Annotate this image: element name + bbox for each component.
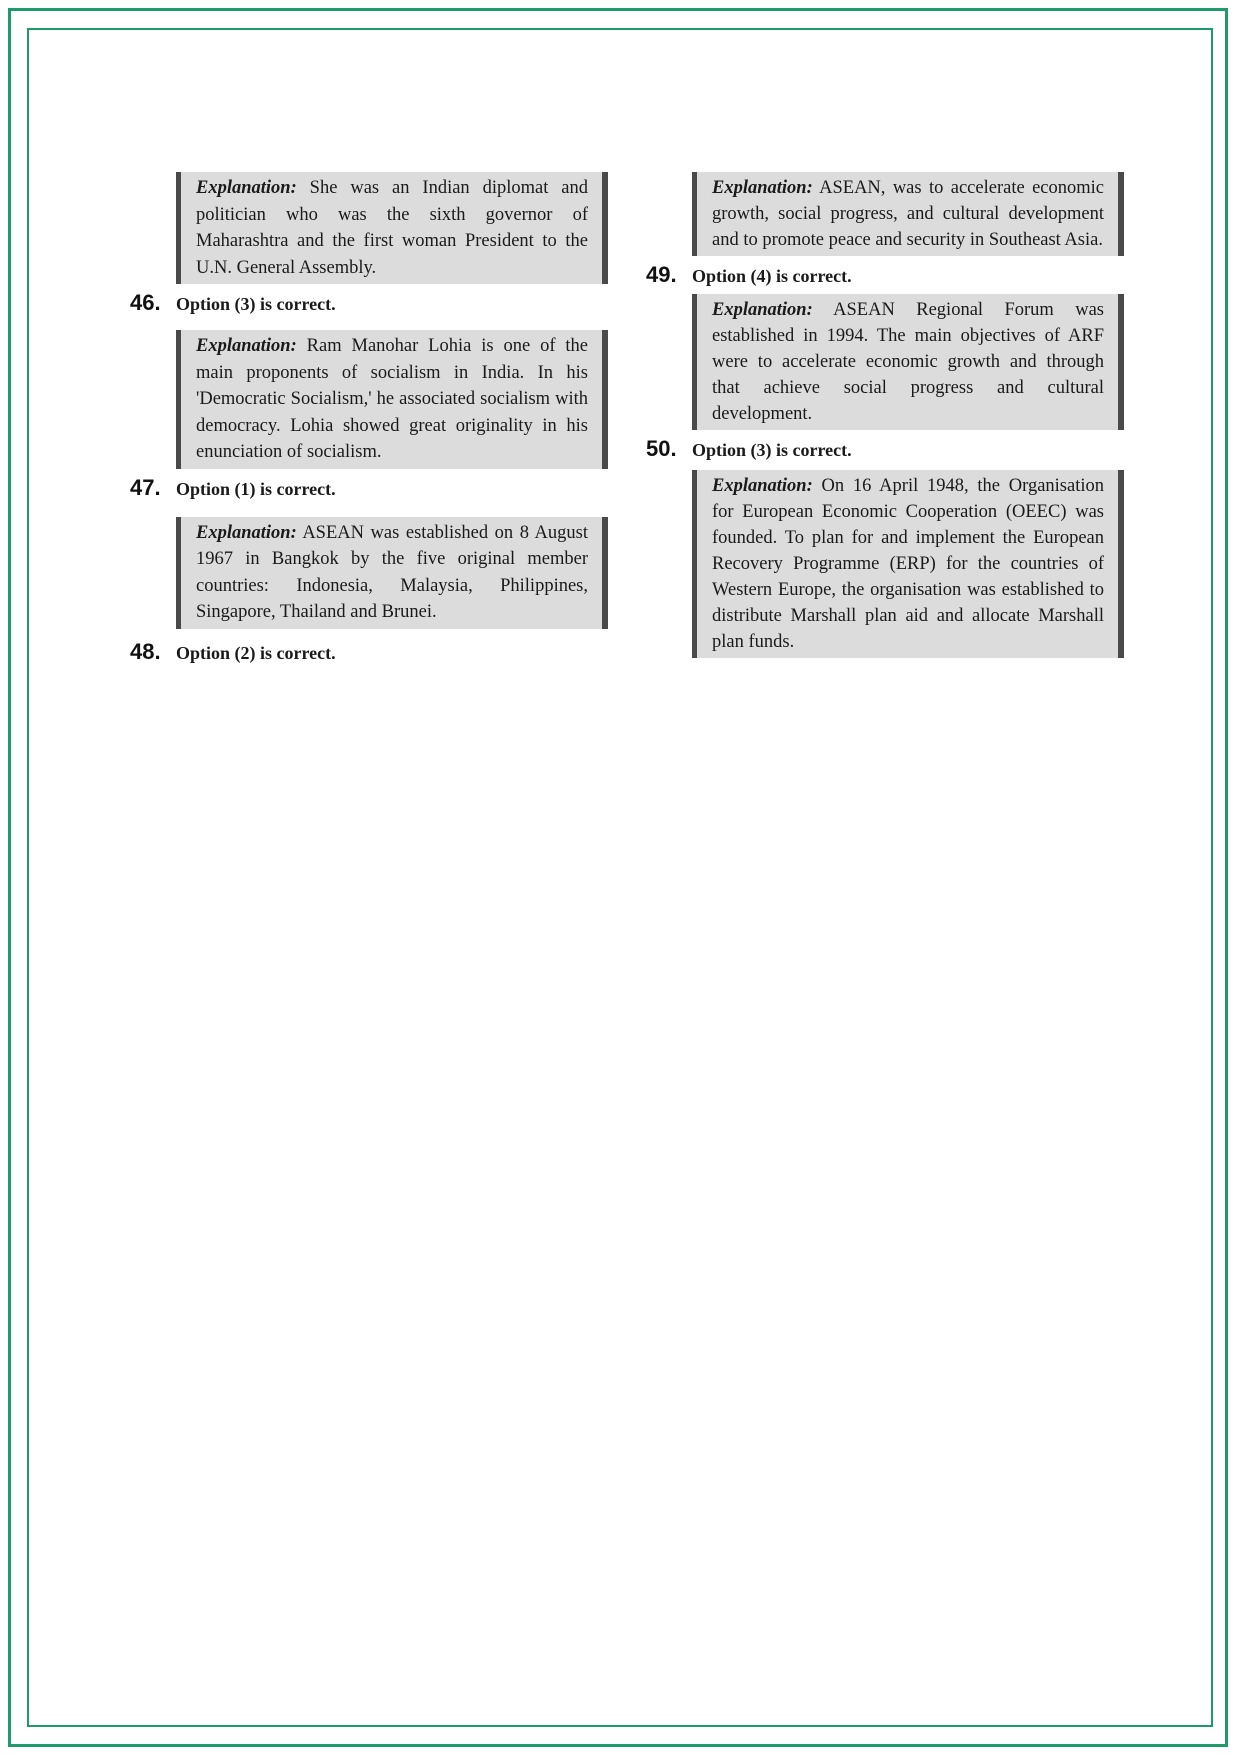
question-number: 50. [646,436,677,461]
question-48 [130,639,580,669]
explanation-label: Explanation: [196,336,297,356]
explanation-label: Explanation: [712,178,813,198]
answer-text: Option (2) is correct. [176,642,336,663]
answer-text: Option (1) is correct. [176,478,336,499]
explanation-box-48 [692,172,1124,256]
explanation-box-50 [692,470,1124,658]
explanation-text: She was an Indian diplomat and politician who was the sixth governor of Maharashtra and the first woman President to the U.N. General Assembly. [196,178,588,278]
explanation-label: Explanation: [196,178,297,198]
explanation-box-47 [176,517,608,629]
answer-text: Option (4) is correct. [692,266,852,286]
explanation-label: Explanation: [712,476,813,496]
question-49 [646,262,1096,292]
explanation-box-46 [176,330,608,469]
question-number: 47. [130,474,161,500]
left-column [130,172,589,669]
question-number: 48. [130,638,161,664]
answer-text: Option (3) is correct. [692,440,852,460]
explanation-text: Ram Manohar Lohia is one of the main proponents of socialism in India. In his 'Democratic Socialism,' he associated socialism with democracy. Lohia showed great originality in his enunciation of socialism. [196,336,589,462]
explanation-text: ASEAN, was to accelerate economic growth, social progress, and cultural development and to promote peace and security in Southeast Asia. [712,178,1104,250]
explanation-label: Explanation: [196,522,297,543]
explanation-box-45 [176,172,608,284]
explanation-box-49 [692,294,1124,430]
answer-text: Option (3) is correct. [176,294,336,314]
question-number: 46. [130,290,161,315]
question-47 [130,475,580,505]
explanation-label: Explanation: [712,300,813,320]
explanation-text: ASEAN Regional Forum was established in 1994. The main objectives of ARF were to accelerate economic growth and through that achieve social progress and cultural development. [712,300,1104,424]
question-number: 49. [646,262,677,287]
explanation-text: ASEAN was established on 8 August 1967 in Bangkok by the five original member countries: Indonesia, Malaysia, Philippines, Singapore, Thailand and Brunei. [196,522,588,622]
right-column [646,172,1104,664]
explanation-text: On 16 April 1948, the Organisation for European Economic Cooperation (OEEC) was founded. To plan for and implement the European Recovery Programme (ERP) for the countries of Western Europe, the organisation was established to distribute Marshall plan aid and allocate Marshall plan funds. [712,476,1104,652]
question-50 [646,436,1096,466]
question-46 [130,290,580,320]
